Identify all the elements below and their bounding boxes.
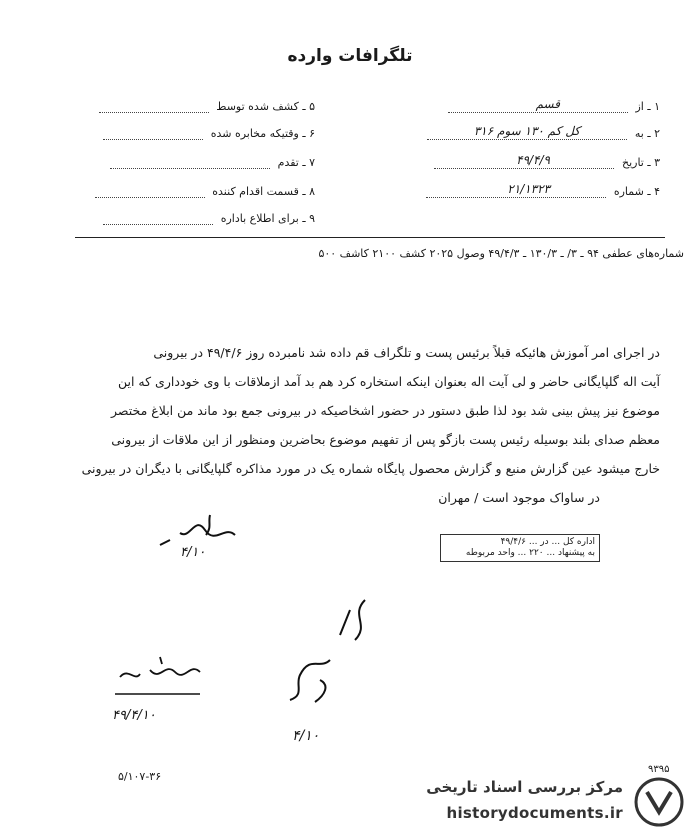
stamp-line-1: اداره کل ... در ... ۴۹/۴/۶ [500, 537, 595, 547]
field-to-value: کل کم ۱۳۰ سوم ۳۱۶ [473, 124, 580, 138]
signature-left-date: ۴۹/۴/۱۰ [112, 708, 156, 723]
body-line: در اجرای امر آموزش هائیکه قبلاً برئیس پست و تلگراف قم داده شد نامبرده روز ۴۹/۴/۶ در بیرونی [153, 345, 660, 360]
watermark-url: historydocuments.ir [446, 804, 623, 822]
field-from-value: قسم [535, 97, 560, 111]
field-sent-time: ۶ ـ وقتیکه مخابره شده [75, 127, 315, 147]
body-line: در ساواک موجود است / مهران [438, 490, 600, 505]
signature-left-scribble [100, 652, 210, 702]
field-to: ۲ ـ به کل کم ۱۳۰ سوم ۳۱۶ [380, 127, 660, 147]
watermark [408, 772, 693, 830]
field-decoded-by: ۵ ـ کشف شده توسط [75, 100, 315, 120]
footer-code: ۵/۱۰۷-۳۶ [118, 770, 162, 783]
field-number: ۴ ـ شماره ۲۱/۱۳۲۳ [380, 185, 660, 205]
archive-number: ۹۳۹۵ [648, 764, 670, 775]
body-line: معظم صدای بلند بوسیله رئیس پست بازگو پس از تفهیم موضوع بحاضرین ومنظور از این ملاقات از بیرونی [111, 432, 660, 447]
field-from: ۱ ـ از قسم [380, 100, 660, 120]
field-date: ۳ ـ تاریخ ۴۹/۴/۹ [380, 156, 660, 176]
marginal-note-date: ۴/۱۰ [180, 545, 206, 560]
signature-left [100, 652, 210, 702]
field-priority: ۷ ـ تقدم [75, 156, 315, 176]
body-line: آیت اله گلپایگانی حاضر و لی آیت اله بعنوان اینکه استخاره کرد هم بد آمد ازملاقات با وی خودداری که این [117, 374, 660, 389]
field-inform-office: ۹ ـ برای اطلاع باداره [75, 212, 315, 232]
telegram-body [40, 338, 660, 512]
field-number-value: ۲۱/۱۳۲۳ [507, 182, 550, 196]
document-title: تلگرافات وارده [287, 46, 413, 66]
signature-right [270, 590, 390, 720]
receipt-stamp [440, 534, 600, 562]
body-line: موضوع نیز پیش بینی شد بود لذا طبق دستور در حضور اشخاصیکه در بیرونی جمع بود ماند من ابلاغ مختصر [111, 403, 660, 418]
signature-right-date: ۴/۱۰ [292, 728, 320, 744]
watermark-title: مرکز بررسی اسناد تاریخی [426, 778, 623, 796]
field-date-value: ۴۹/۴/۹ [516, 153, 550, 167]
body-line: خارج میشود عین گزارش منبع و گزارش محصول پایگاه شماره یک در مورد مذاکره گلپایگانی با دیگران در بیرونی [81, 461, 660, 476]
archive-logo-icon [633, 776, 685, 828]
signature-right-scribble [270, 590, 390, 720]
stamp-line-2: به پیشنهاد ... ۲۲۰ ... واحد مربوطه [465, 548, 595, 558]
field-action-dept: ۸ ـ قسمت اقدام کننده [75, 185, 315, 205]
reference-line: شماره‌های عطفی ۹۴ ـ ۳/ ـ ۱۳۰/۳ ـ ۴۹/۴/۳ وصول ۲۰۲۵ کشف ۲۱۰۰ کاشف ۵۰۰ [318, 247, 684, 260]
header-divider [75, 237, 665, 238]
